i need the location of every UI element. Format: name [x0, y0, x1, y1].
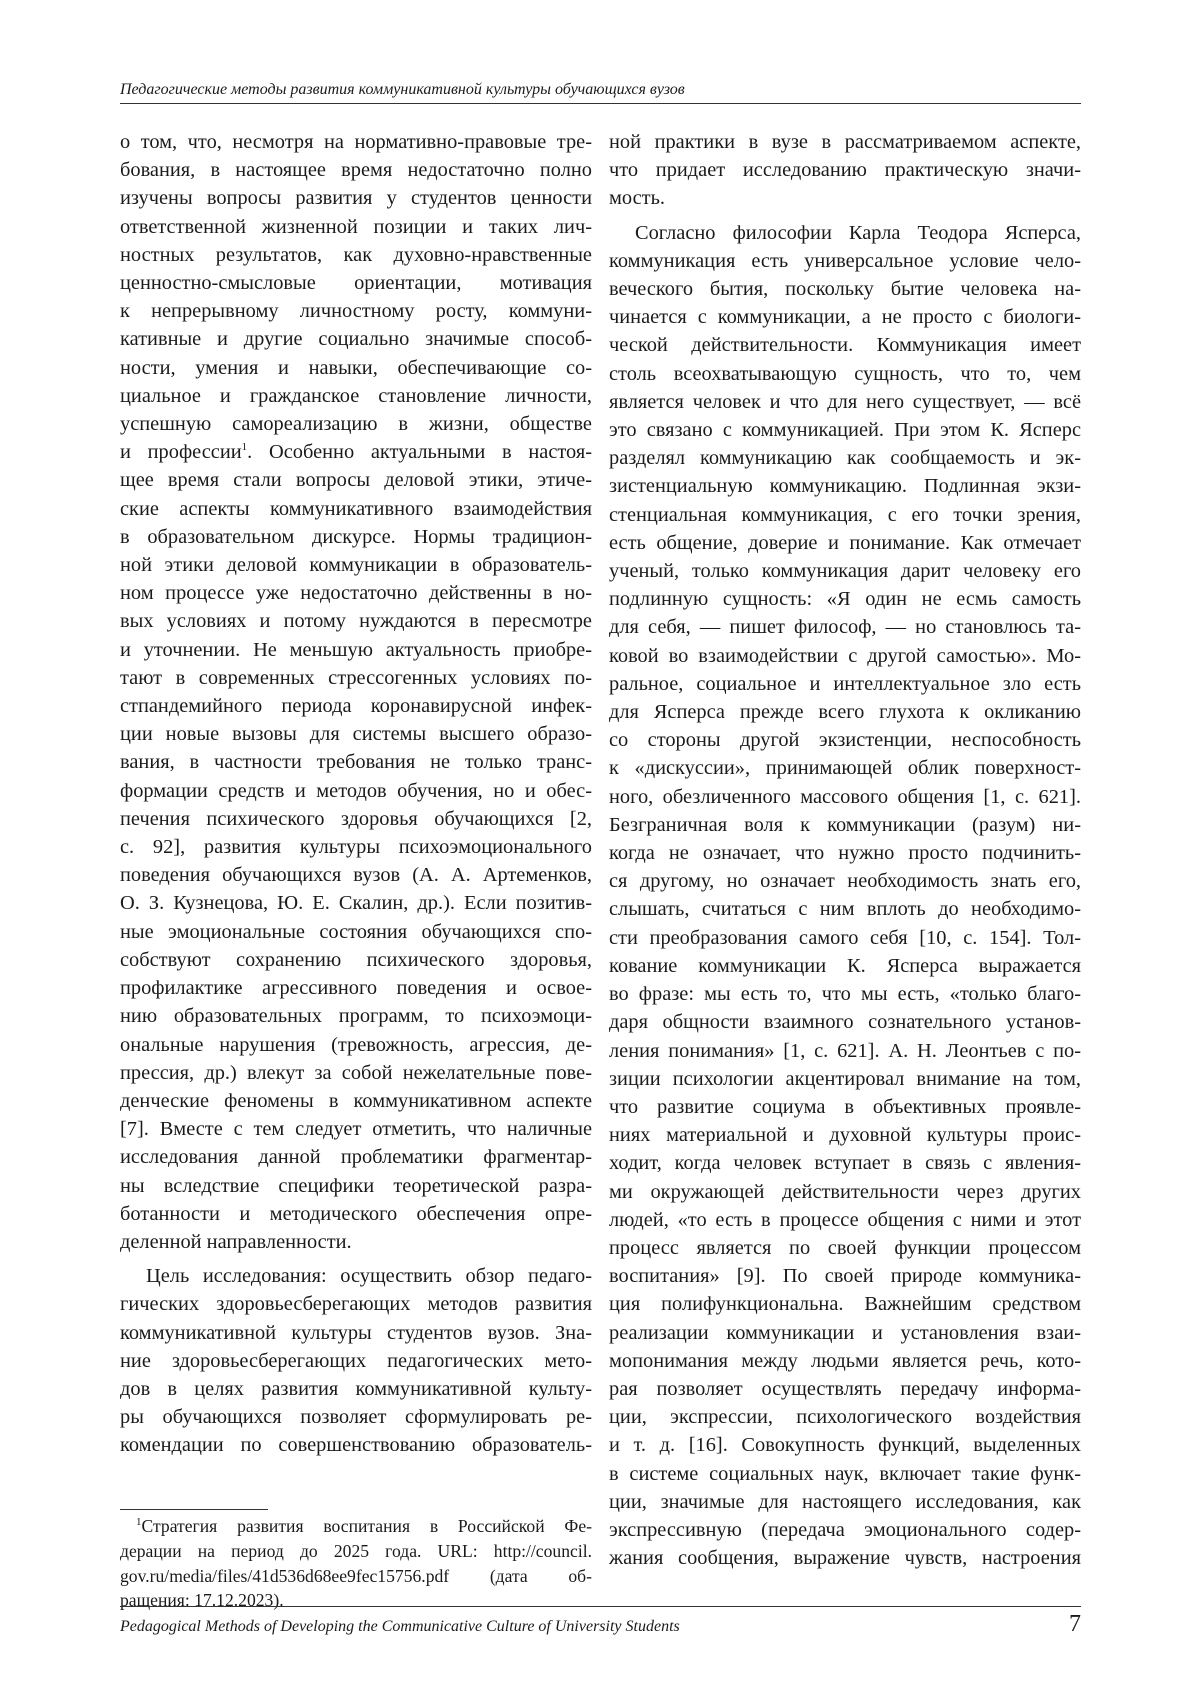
footnote-text: Стратегия развития воспитания в Российской Фе-	[141, 1516, 592, 1536]
text-line: успешную самореализацию в жизни, обществе	[120, 413, 592, 436]
text-line: кативные и другие социально значимые способ-	[120, 328, 592, 351]
text-line: воспитания» [9]. По своей природе коммуника-	[609, 1265, 1081, 1288]
text-line: с. 92], развития культуры психоэмоционального	[120, 836, 592, 859]
text-line: процесс является по своей функции процессом	[609, 1236, 1081, 1259]
text-line: ские аспекты коммуникативного взаимодействия	[120, 497, 592, 520]
text-line: реализации коммуникации и установления взаи-	[609, 1321, 1081, 1344]
running-header: Педагогические методы развития коммуникативной культуры обучающихся вузов	[120, 81, 685, 98]
text-line: ние здоровьесберегающих педагогических мето-	[120, 1349, 592, 1372]
text-line: чинается с коммуникации, а не просто с биологи-	[609, 306, 1081, 329]
text-line: ной этики деловой коммуникации в образователь-	[120, 554, 592, 577]
text-line: бования, в настоящее время недостаточно полно	[120, 159, 592, 182]
right-column	[609, 128, 1081, 1572]
footnote-line	[120, 1514, 592, 1539]
text-line: печения психического здоровья обучающихся [2,	[120, 807, 592, 830]
text-line: вых условиях и потому нуждаются в пересмотре	[120, 610, 592, 633]
text-line: ции, экспрессии, психологического воздействия	[609, 1406, 1081, 1429]
text-line: мопонимания между людьми является речь, кото-	[609, 1349, 1081, 1372]
text-line: прессия, др.) влекут за собой нежелательные пове-	[120, 1061, 592, 1084]
text-line: нию образовательных программ, то психоэмоци-	[120, 1005, 592, 1028]
text-line: ции, значимые для настоящего исследования, как	[609, 1490, 1081, 1513]
text-line: мость.	[609, 187, 665, 210]
text-line: собствуют сохранению психического здоровья,	[120, 948, 592, 971]
text-line: жания сообщения, выражение чувств, настроения	[609, 1547, 1081, 1570]
text-line: сти преобразования самого себя [10, с. 154]. Тол-	[609, 926, 1081, 949]
left-paragraph-1	[120, 128, 592, 1256]
text-line: что развитие социума в объективных проявле-	[609, 1095, 1081, 1118]
text-line: даря общности взаимного сознательного установ-	[609, 1011, 1081, 1034]
text-line: ления понимания» [1, с. 621]. А. Н. Леонтьев с по-	[609, 1039, 1081, 1062]
text-line: зистенциальную коммуникацию. Подлинная экзи-	[609, 475, 1081, 498]
text-line: ном процессе уже недостаточно действенны в но-	[120, 582, 592, 605]
text-segment: и профессии	[120, 441, 242, 464]
text-line: коммуникативной культуры студентов вузов. Зна-	[120, 1321, 592, 1344]
footnote	[120, 1514, 592, 1613]
text-line: во фразе: мы есть то, что мы есть, «только благо-	[609, 983, 1081, 1006]
text-line: Согласно философии Карла Теодора Ясперса,	[635, 221, 1081, 244]
text-line: экспрессивную (передача эмоционального содер-	[609, 1518, 1081, 1541]
text-line: это связано с коммуникацией. При этом К. Ясперс	[609, 419, 1081, 442]
text-line: изучены вопросы развития у студентов ценности	[120, 187, 592, 210]
text-line: ковой во взаимодействии с другой самостью». Мо-	[609, 644, 1081, 667]
text-line: ходит, когда человек вступает в связь с явления-	[609, 1152, 1081, 1175]
text-line: вания, в частности требования не только транс-	[120, 751, 592, 774]
text-line: для Ясперса прежде всего глухота к окликанию	[609, 701, 1081, 724]
text-line: есть общение, доверие и понимание. Как отмечает	[609, 531, 1081, 554]
text-line: ниях материальной и духовной культуры проис-	[609, 1124, 1081, 1147]
text-line: ботанности и методического обеспечения опре-	[120, 1202, 592, 1225]
text-line: деленной направленности.	[120, 1230, 352, 1253]
text-segment: . Особенно актуальными в настоя-	[247, 441, 592, 464]
text-line: разделял коммуникацию как сообщаемость и эк-	[609, 447, 1081, 470]
text-line: ответственной жизненной позиции и таких лич-	[120, 215, 592, 238]
text-line: [7]. Вместе с тем следует отметить, что наличные	[120, 1118, 592, 1141]
text-line: со стороны другой экзистенции, неспособность	[609, 729, 1081, 752]
text-line: О. З. Кузнецова, Ю. Е. Скалин, др.). Если позитив-	[120, 892, 592, 915]
footnote-separator	[120, 1509, 268, 1510]
text-line: веческого бытия, поскольку бытие человека на-	[609, 278, 1081, 301]
text-line: Цель исследования: осуществить обзор педаго-	[146, 1265, 592, 1288]
footer-rule	[120, 1606, 1081, 1607]
running-footer: Pedagogical Methods of Developing the Communicative Culture of University Students	[120, 1618, 680, 1635]
footnote-line: gov.ru/media/files/41d536d68ee9fec15756.pdf (дата об-	[120, 1565, 592, 1586]
text-line: и уточнении. Не меньшую актуальность приобре-	[120, 638, 592, 661]
text-line: стенциальная коммуникация, с его точки зрения,	[609, 503, 1081, 526]
text-line: кование коммуникации К. Ясперса выражается	[609, 954, 1081, 977]
text-line: щее время стали вопросы деловой этики, этиче-	[120, 469, 592, 492]
right-paragraph-1	[609, 128, 1081, 213]
text-line: тают в современных стрессогенных условиях по-	[120, 666, 592, 689]
text-line: о том, что, несмотря на нормативно-правовые тре-	[120, 131, 592, 153]
text-line: в системе социальных наук, включает такие функ-	[609, 1462, 1081, 1485]
text-line: что придает исследованию практическую значи-	[609, 159, 1081, 182]
text-line: стпандемийного периода коронавирусной инфек-	[120, 695, 592, 718]
left-paragraph-2	[120, 1262, 592, 1459]
text-line: ны вследствие специфики теоретической разра-	[120, 1174, 592, 1197]
text-line: ностных результатов, как духовно-нравственные	[120, 243, 592, 266]
text-line: ческой действительности. Коммуникация имеет	[609, 334, 1081, 357]
text-line: профилактике агрессивного поведения и освое-	[120, 977, 592, 1000]
text-line: ральное, социальное и интеллектуальное зло есть	[609, 672, 1081, 695]
footnote-line: ращения: 17.12.2023).	[120, 1590, 284, 1611]
text-line: дов в целях развития коммуникативной культу-	[120, 1377, 592, 1400]
text-line: ональные нарушения (тревожность, агрессия, де-	[120, 1033, 592, 1056]
text-line: в образовательном дискурсе. Нормы традицион-	[120, 525, 592, 548]
text-line: рая позволяет осуществлять передачу информа-	[609, 1377, 1081, 1400]
text-line: денческие феномены в коммуникативном аспекте	[120, 1089, 592, 1112]
text-line: ся другому, но означает необходимость знать его,	[609, 870, 1081, 893]
text-line: ры обучающихся позволяет сформулировать ре-	[120, 1406, 592, 1429]
text-line: ми окружающей действительности через других	[609, 1180, 1081, 1203]
text-line: формации средств и методов обучения, но и обес-	[120, 779, 592, 802]
text-line: ной практики в вузе в рассматриваемом аспекте,	[609, 131, 1081, 153]
text-line: ция полифункциональна. Важнейшим средством	[609, 1293, 1081, 1316]
text-line: к «дискуссии», принимающей облик поверхност-	[609, 757, 1081, 780]
text-line: столь всеохватывающую сущность, что то, чем	[609, 362, 1081, 385]
text-line: является человек и что для него существует, — всё	[609, 390, 1081, 413]
text-line: ности, умения и навыки, обеспечивающие со-	[120, 356, 592, 379]
text-line: Безграничная воля к коммуникации (разум) ни-	[609, 813, 1081, 836]
text-line: и т. д. [16]. Совокупность функций, выделенных	[609, 1434, 1081, 1457]
text-line: когда не означает, что нужно просто подчинить-	[609, 842, 1081, 865]
text-line: слышать, считаться с ним вплоть до необходимо-	[609, 898, 1081, 921]
right-paragraph-2	[609, 219, 1081, 1573]
text-line: к непрерывному личностному росту, коммуни-	[120, 300, 592, 323]
page-number: 7	[1069, 1611, 1081, 1637]
text-line: гических здоровьесберегающих методов развития	[120, 1293, 592, 1316]
text-line: ученый, только коммуникация дарит человеку его	[609, 560, 1081, 583]
footnote-reference[interactable]: 1	[241, 441, 248, 454]
text-line: людей, «то есть в процессе общения с ними и этот	[609, 1208, 1081, 1231]
text-line: коммуникация есть универсальное условие чело-	[609, 249, 1081, 272]
footnote-line: дерации на период до 2025 года. URL: http://council.	[120, 1540, 592, 1561]
text-line: поведения обучающихся вузов (А. А. Артеменков,	[120, 864, 592, 887]
left-column	[120, 128, 592, 1460]
text-line: ного, обезличенного массового общения [1, с. 621].	[609, 785, 1081, 808]
text-line: подлинную сущность: «Я один не есмь самость	[609, 588, 1081, 611]
header-rule	[120, 103, 1081, 104]
text-line: ценностно-смысловые ориентации, мотивация	[120, 272, 592, 295]
text-line: исследования данной проблематики фрагментар-	[120, 1146, 592, 1169]
text-line: зиции психологии акцентировал внимание на том,	[609, 1067, 1081, 1090]
text-line-with-footnote	[120, 438, 592, 466]
text-line: для себя, — пишет философ, — но становлюсь та-	[609, 616, 1081, 639]
footnote-mark: 1	[136, 1516, 142, 1529]
text-line: ции новые вызовы для системы высшего образо-	[120, 723, 592, 746]
text-line: ные эмоциональные состояния обучающихся спо-	[120, 920, 592, 943]
text-line: комендации по совершенствованию образователь-	[120, 1434, 592, 1457]
text-line: циальное и гражданское становление личности,	[120, 384, 592, 407]
